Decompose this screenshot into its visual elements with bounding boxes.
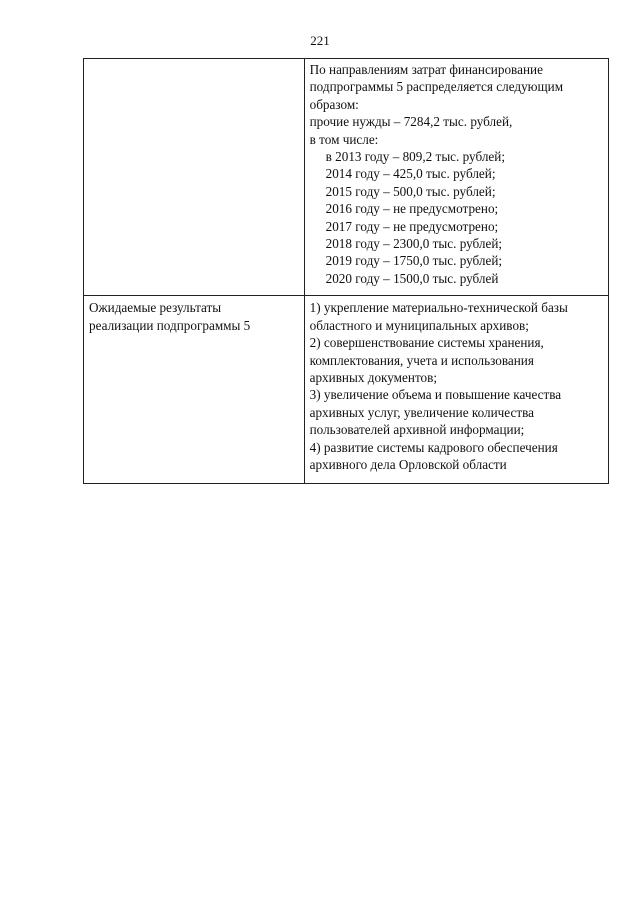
text-line: архивных услуг, увеличение количества	[309, 404, 534, 420]
page-number: 221	[310, 33, 330, 48]
year-line: 2016 году – не предусмотрено;	[325, 201, 499, 217]
table-cell-left-empty	[84, 59, 305, 296]
year-line: 2020 году – 1500,0 тыс. рублей	[325, 270, 499, 286]
year-line: 2014 году – 425,0 тыс. рублей;	[325, 166, 496, 182]
year-line: 2018 году – 2300,0 тыс. рублей;	[325, 236, 503, 252]
year-line: 2017 году – не предусмотрено;	[325, 218, 499, 234]
text-line: Ожидаемые результаты	[89, 300, 222, 316]
text-line: 4) развитие системы кадрового обеспечения	[309, 439, 558, 455]
text-line: в том числе:	[309, 131, 379, 147]
text-line: пользователей архивной информации;	[309, 422, 525, 438]
text-line: подпрограммы 5 распределяется следующим	[309, 79, 564, 95]
text-line: областного и муниципальных архивов;	[309, 317, 529, 333]
year-line: 2019 году – 1750,0 тыс. рублей;	[325, 253, 503, 269]
text-line: прочие нужды – 7284,2 тыс. рублей,	[309, 114, 513, 130]
expected-results-label-cell	[84, 296, 305, 484]
text-line: архивных документов;	[309, 369, 438, 385]
funding-distribution-cell	[304, 59, 608, 296]
text-line: образом:	[309, 96, 359, 112]
text-line: комплектования, учета и использования	[309, 352, 534, 368]
table-row	[84, 59, 609, 296]
text-line: реализации подпрограммы 5	[89, 317, 251, 333]
text-line: По направлениям затрат финансирование	[309, 62, 543, 77]
expected-results-cell	[304, 296, 608, 484]
year-line: в 2013 году – 809,2 тыс. рублей;	[325, 149, 506, 165]
text-line: архивного дела Орловской области	[309, 456, 507, 472]
year-line: 2015 году – 500,0 тыс. рублей;	[325, 183, 496, 199]
table-row	[84, 296, 609, 484]
text-line: 3) увеличение объема и повышение качества	[309, 387, 562, 403]
text-line: 2) совершенствование системы хранения,	[309, 335, 544, 351]
text-line: 1) укрепление материально-технической базы	[309, 300, 568, 316]
subprogram-table	[83, 58, 609, 484]
